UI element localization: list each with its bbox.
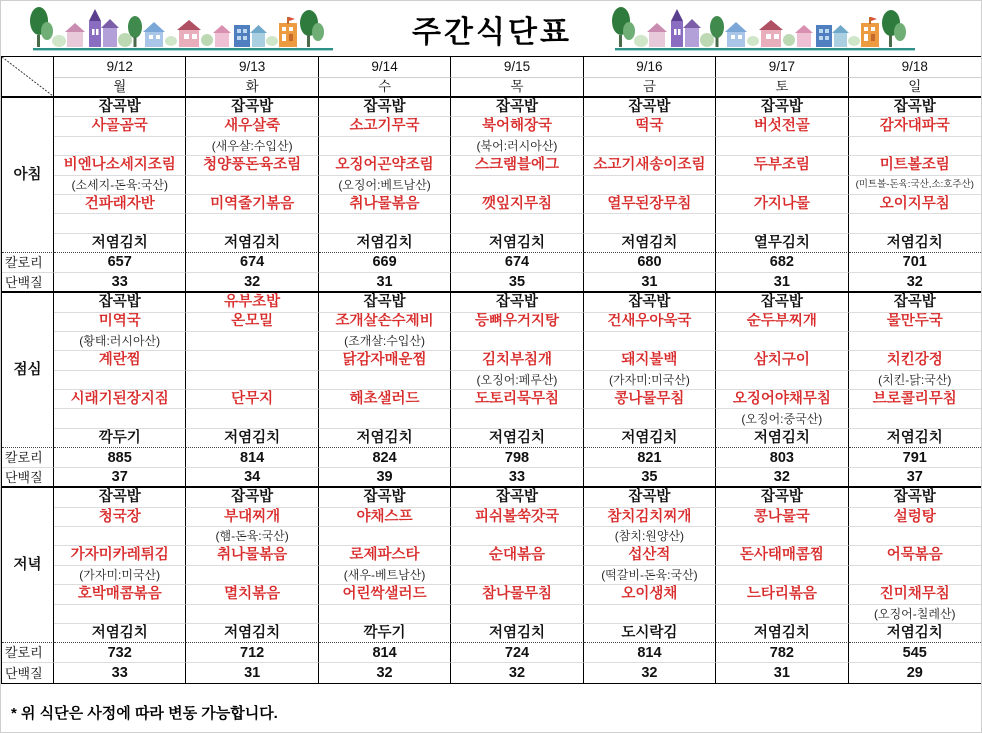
menu-line — [451, 176, 583, 195]
menu-line: 콩나물무침 — [584, 390, 716, 409]
protein-value: 39 — [319, 468, 451, 488]
menu-line: 콩나물국 — [716, 508, 848, 527]
menu-line — [716, 214, 848, 233]
menu-line: 피쉬볼쑥갓국 — [451, 508, 583, 527]
menu-line — [319, 605, 451, 624]
menu-line: 열무김치 — [716, 234, 848, 253]
menu-line: 저염김치 — [186, 429, 318, 448]
menu-line: 잡곡밥 — [319, 293, 451, 312]
menu-line: 해초샐러드 — [319, 390, 451, 409]
menu-line: 저염김치 — [54, 624, 186, 643]
menu-line: 조개살손수제비 — [319, 313, 451, 332]
menu-line — [584, 176, 716, 195]
calorie-value: 814 — [584, 643, 716, 663]
menu-line — [54, 371, 186, 390]
calorie-value: 712 — [186, 643, 318, 663]
protein-value: 32 — [319, 663, 451, 683]
menu-line: 비엔나소세지조림 — [54, 156, 186, 175]
calorie-row-label: 칼로리 — [2, 448, 54, 468]
menu-line — [849, 214, 981, 233]
menu-line: 저염김치 — [451, 624, 583, 643]
menu-line — [451, 332, 583, 351]
menu-line — [451, 566, 583, 585]
menu-line: 취나물볶음 — [319, 195, 451, 214]
day-header: 수 — [319, 78, 451, 98]
menu-line: 청양풍돈육조림 — [186, 156, 318, 175]
calorie-value: 803 — [716, 448, 848, 468]
day-header: 월 — [54, 78, 186, 98]
menu-line: (오징어:중국산) — [716, 409, 848, 428]
menu-line — [716, 137, 848, 156]
menu-line: 설렁탕 — [849, 508, 981, 527]
date-header: 9/13 — [186, 57, 318, 78]
calorie-row-label: 칼로리 — [2, 253, 54, 273]
protein-value: 32 — [186, 273, 318, 293]
protein-value: 31 — [186, 663, 318, 683]
menu-line — [451, 527, 583, 546]
day-header: 일 — [849, 78, 981, 98]
menu-line — [451, 214, 583, 233]
menu-line: 저염김치 — [584, 429, 716, 448]
village-decor-right — [611, 5, 919, 51]
menu-line: 로제파스타 — [319, 546, 451, 565]
menu-line: 호박매콤볶음 — [54, 585, 186, 604]
calorie-value: 545 — [849, 643, 981, 663]
menu-line: 잡곡밥 — [451, 98, 583, 117]
calorie-value: 724 — [451, 643, 583, 663]
date-header: 9/16 — [584, 57, 716, 78]
menu-line: 멸치볶음 — [186, 585, 318, 604]
protein-value: 33 — [451, 468, 583, 488]
menu-line — [716, 566, 848, 585]
menu-line: 잡곡밥 — [186, 98, 318, 117]
menu-line: 도시락김 — [584, 624, 716, 643]
calorie-value: 791 — [849, 448, 981, 468]
menu-line: 스크램블에그 — [451, 156, 583, 175]
menu-line: 깍두기 — [319, 624, 451, 643]
menu-line: 떡국 — [584, 117, 716, 136]
menu-line: 순두부찌개 — [716, 313, 848, 332]
menu-line: 잡곡밥 — [186, 488, 318, 507]
protein-value: 37 — [54, 468, 186, 488]
menu-line: 저염김치 — [584, 234, 716, 253]
day-header: 금 — [584, 78, 716, 98]
menu-line: 잡곡밥 — [716, 98, 848, 117]
menu-line: 새우살죽 — [186, 117, 318, 136]
menu-line: 열무된장무침 — [584, 195, 716, 214]
protein-value: 31 — [319, 273, 451, 293]
menu-line: 잡곡밥 — [584, 293, 716, 312]
house-icon — [725, 22, 747, 47]
protein-value: 31 — [584, 273, 716, 293]
menu-line — [451, 605, 583, 624]
menu-line: (새우살:수입산) — [186, 137, 318, 156]
menu-line: 잡곡밥 — [849, 98, 981, 117]
menu-line: 순대볶음 — [451, 546, 583, 565]
menu-line: 건파래자반 — [54, 195, 186, 214]
menu-line: 오이지무침 — [849, 195, 981, 214]
menu-line — [584, 332, 716, 351]
menu-line: 두부조림 — [716, 156, 848, 175]
menu-line: 브로콜리무침 — [849, 390, 981, 409]
calorie-value: 657 — [54, 253, 186, 273]
menu-line: 섭산적 — [584, 546, 716, 565]
menu-line — [54, 137, 186, 156]
menu-line: 저염김치 — [451, 234, 583, 253]
calorie-value: 824 — [319, 448, 451, 468]
menu-line — [186, 332, 318, 351]
menu-line: 미역줄기볶음 — [186, 195, 318, 214]
menu-line: 저염김치 — [849, 429, 981, 448]
protein-value: 31 — [716, 663, 848, 683]
calorie-value: 814 — [319, 643, 451, 663]
menu-line: (조개살:수입산) — [319, 332, 451, 351]
menu-line — [716, 332, 848, 351]
menu-line — [54, 527, 186, 546]
day-header: 목 — [451, 78, 583, 98]
menu-line: 진미채무침 — [849, 585, 981, 604]
menu-line: 계란찜 — [54, 351, 186, 370]
calorie-value: 701 — [849, 253, 981, 273]
menu-line: 저염김치 — [716, 624, 848, 643]
menu-line — [186, 176, 318, 195]
menu-line: 야채스프 — [319, 508, 451, 527]
menu-line — [186, 214, 318, 233]
menu-line — [716, 605, 848, 624]
menu-line: 건새우아욱국 — [584, 313, 716, 332]
diagonal-line — [2, 57, 53, 96]
menu-line: 버섯전골 — [716, 117, 848, 136]
menu-line: 잡곡밥 — [54, 293, 186, 312]
menu-line: 잡곡밥 — [54, 488, 186, 507]
date-header: 9/18 — [849, 57, 981, 78]
menu-line: 오징어곤약조림 — [319, 156, 451, 175]
menu-line: 가지나물 — [716, 195, 848, 214]
menu-line — [54, 605, 186, 624]
row-label-breakfast: 아침 — [2, 98, 54, 253]
row-label-dinner: 저녁 — [2, 488, 54, 643]
calorie-value: 682 — [716, 253, 848, 273]
menu-line: 시래기된장지짐 — [54, 390, 186, 409]
calorie-value: 821 — [584, 448, 716, 468]
calorie-value: 798 — [451, 448, 583, 468]
menu-line: 등뼈우거지탕 — [451, 313, 583, 332]
menu-line: (황태:러시아산) — [54, 332, 186, 351]
menu-line — [319, 371, 451, 390]
decor-ground-line — [615, 48, 915, 50]
menu-line: 잡곡밥 — [849, 488, 981, 507]
date-header: 9/17 — [716, 57, 848, 78]
menu-line — [319, 527, 451, 546]
menu-line: 삼치구이 — [716, 351, 848, 370]
protein-value: 33 — [54, 273, 186, 293]
menu-line: 잡곡밥 — [849, 293, 981, 312]
menu-line — [849, 332, 981, 351]
day-header: 화 — [186, 78, 318, 98]
menu-line: 미역국 — [54, 313, 186, 332]
menu-line: 잡곡밥 — [319, 98, 451, 117]
menu-line: 저염김치 — [319, 234, 451, 253]
menu-line — [54, 214, 186, 233]
date-header: 9/15 — [451, 57, 583, 78]
menu-line: 잡곡밥 — [54, 98, 186, 117]
menu-line — [584, 605, 716, 624]
menu-line — [849, 137, 981, 156]
menu-line: 감자대파국 — [849, 117, 981, 136]
menu-line — [186, 351, 318, 370]
menu-line: 저염김치 — [716, 429, 848, 448]
protein-value: 33 — [54, 663, 186, 683]
calorie-value: 814 — [186, 448, 318, 468]
menu-line: 도토리묵무침 — [451, 390, 583, 409]
house-icon — [647, 23, 667, 47]
menu-line: 잡곡밥 — [451, 488, 583, 507]
menu-line: 돼지불백 — [584, 351, 716, 370]
menu-line — [186, 371, 318, 390]
protein-value: 35 — [584, 468, 716, 488]
menu-line — [584, 137, 716, 156]
menu-line: 청국장 — [54, 508, 186, 527]
protein-value: 35 — [451, 273, 583, 293]
menu-line: 저염김치 — [849, 624, 981, 643]
menu-line: 돈사태매콤찜 — [716, 546, 848, 565]
menu-line — [54, 409, 186, 428]
protein-value: 37 — [849, 468, 981, 488]
menu-line — [186, 409, 318, 428]
tree-icon — [612, 7, 635, 47]
menu-line: 잡곡밥 — [584, 488, 716, 507]
menu-line: 저염김치 — [451, 429, 583, 448]
menu-line: (가자미:미국산) — [584, 371, 716, 390]
menu-line: 참치김치찌개 — [584, 508, 716, 527]
protein-row-label: 단백질 — [2, 663, 54, 683]
row-label-lunch: 점심 — [2, 293, 54, 448]
calorie-value: 674 — [451, 253, 583, 273]
menu-line: 단무지 — [186, 390, 318, 409]
menu-line — [319, 137, 451, 156]
church-icon — [671, 9, 701, 47]
date-header: 9/12 — [54, 57, 186, 78]
protein-value: 32 — [451, 663, 583, 683]
menu-line: 북어해장국 — [451, 117, 583, 136]
page-title: 주간식단표 — [412, 16, 572, 49]
menu-line: 사골곰국 — [54, 117, 186, 136]
day-header: 토 — [716, 78, 848, 98]
menu-line: 취나물볶음 — [186, 546, 318, 565]
menu-line: 잡곡밥 — [716, 488, 848, 507]
calorie-value: 674 — [186, 253, 318, 273]
calorie-row-label: 칼로리 — [2, 643, 54, 663]
protein-value: 32 — [584, 663, 716, 683]
menu-line: (소세지-돈육:국산) — [54, 176, 186, 195]
menu-line — [451, 409, 583, 428]
protein-row-label: 단백질 — [2, 273, 54, 293]
menu-line: 저염김치 — [849, 234, 981, 253]
menu-line: 오이생채 — [584, 585, 716, 604]
menu-line: 느타리볶음 — [716, 585, 848, 604]
menu-line: 소고기새송이조림 — [584, 156, 716, 175]
menu-line: 잡곡밥 — [319, 488, 451, 507]
menu-line — [849, 566, 981, 585]
menu-line: 깻잎지무침 — [451, 195, 583, 214]
menu-line: 닭감자매운찜 — [319, 351, 451, 370]
menu-line: 어묵볶음 — [849, 546, 981, 565]
protein-value: 29 — [906, 665, 923, 682]
menu-line — [186, 566, 318, 585]
date-header: 9/14 — [319, 57, 451, 78]
menu-line: 참나물무침 — [451, 585, 583, 604]
menu-line: 부대찌개 — [186, 508, 318, 527]
menu-line: 저염김치 — [186, 624, 318, 643]
menu-line: (떡갈비-돈육:국산) — [584, 566, 716, 585]
menu-line: 저염김치 — [186, 234, 318, 253]
menu-line — [319, 214, 451, 233]
menu-line: 잡곡밥 — [584, 98, 716, 117]
menu-line: 소고기무국 — [319, 117, 451, 136]
menu-line: (미트볼-돈육:국산,소:호주산) — [849, 176, 981, 195]
menu-line: 온모밀 — [186, 313, 318, 332]
menu-line: 저염김치 — [319, 429, 451, 448]
menu-line: 잡곡밥 — [716, 293, 848, 312]
calorie-value: 782 — [716, 643, 848, 663]
menu-line: (새우-베트남산) — [319, 566, 451, 585]
menu-line: (참치:원양산) — [584, 527, 716, 546]
menu-line: (가자미:미국산) — [54, 566, 186, 585]
menu-line: (북어:러시아산) — [451, 137, 583, 156]
menu-line: 잡곡밥 — [451, 293, 583, 312]
menu-line: 김치부침개 — [451, 351, 583, 370]
protein-value: 32 — [849, 273, 981, 293]
menu-line: (햄-돈육:국산) — [186, 527, 318, 546]
menu-line — [584, 214, 716, 233]
menu-line: (오징어:페루산) — [451, 371, 583, 390]
header-band — [1, 1, 982, 56]
shop-icon — [861, 17, 879, 47]
menu-line — [849, 527, 981, 546]
menu-line: 오징어야채무침 — [716, 390, 848, 409]
calorie-value: 885 — [54, 448, 186, 468]
menu-line — [849, 409, 981, 428]
menu-line — [186, 605, 318, 624]
menu-line: 어린싹샐러드 — [319, 585, 451, 604]
menu-line: (오징어:베트남산) — [319, 176, 451, 195]
menu-line: (오징어-칠레산) — [849, 605, 981, 624]
calorie-value: 669 — [319, 253, 451, 273]
meal-table — [1, 56, 982, 684]
house-icon — [795, 25, 813, 47]
menu-line: 미트볼조림 — [849, 156, 981, 175]
tree-icon — [882, 10, 906, 47]
menu-line — [716, 371, 848, 390]
protein-row-label: 단백질 — [2, 468, 54, 488]
menu-line: 유부초밥 — [186, 293, 318, 312]
menu-line — [319, 409, 451, 428]
menu-line: 저염김치 — [54, 234, 186, 253]
menu-line: 깍두기 — [54, 429, 186, 448]
menu-line: 치킨강정 — [849, 351, 981, 370]
table-corner-cell — [2, 57, 54, 98]
menu-line: 물만두국 — [849, 313, 981, 332]
menu-line: 가자미카레튀김 — [54, 546, 186, 565]
menu-line: (치킨-닭:국산) — [849, 371, 981, 390]
footer-note: * 위 식단은 사정에 따라 변동 가능합니다. — [11, 705, 278, 722]
menu-line — [584, 409, 716, 428]
house-icon — [759, 20, 783, 47]
protein-value: 34 — [186, 468, 318, 488]
protein-value: 32 — [716, 468, 848, 488]
house-icon — [816, 25, 849, 47]
menu-line — [716, 176, 848, 195]
menu-line — [716, 527, 848, 546]
calorie-value: 680 — [584, 253, 716, 273]
calorie-value: 732 — [54, 643, 186, 663]
protein-value: 31 — [716, 273, 848, 293]
